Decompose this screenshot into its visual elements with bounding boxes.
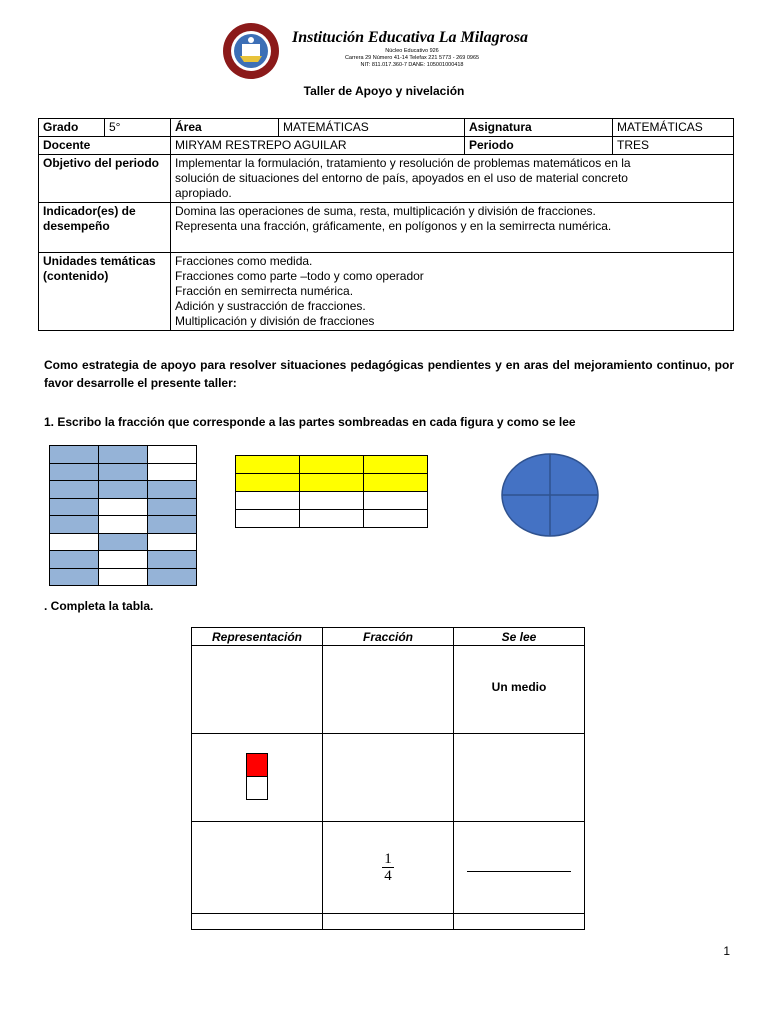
rep-cell[interactable]: [192, 822, 323, 914]
institution-logo: [218, 22, 284, 80]
fraction-cell[interactable]: [323, 734, 454, 822]
grid-cell-shaded: [50, 551, 99, 569]
objetivo-line: solución de situaciones del entorno de país, apoyados en el uso de material concreto: [175, 171, 628, 185]
unidades-line: Fracciones como medida.: [175, 254, 313, 268]
answer-blank-line[interactable]: [467, 871, 571, 872]
objetivo-label: Objetivo del periodo: [39, 155, 171, 203]
course-info-table: [38, 118, 734, 331]
grid-cell-shaded: [300, 456, 364, 474]
grid-cell-shaded: [236, 456, 300, 474]
grid-cell-shaded: [99, 481, 148, 499]
indicador-label: Indicador(es) de desempeño: [39, 203, 171, 253]
objetivo-text: [171, 155, 734, 203]
area-label: Área: [171, 119, 279, 137]
asignatura-value: MATEMÁTICAS: [613, 119, 734, 137]
grid-cell: [364, 510, 428, 528]
fraction-cell[interactable]: [323, 914, 454, 930]
institution-subtitle: Núcleo Educativo 926: [385, 48, 439, 54]
grid-cell-shaded: [148, 481, 197, 499]
reading-cell[interactable]: [454, 822, 585, 914]
intro-paragraph: Como estrategia de apoyo para resolver situaciones pedagógicas pendientes y en aras del mejoramiento continuo, por favor desarrolle el presente taller:: [44, 358, 734, 390]
header-se-lee: Se lee: [454, 628, 585, 646]
grid-cell-shaded: [364, 474, 428, 492]
periodo-label: Periodo: [465, 137, 613, 155]
fraction-table: [191, 627, 585, 930]
reading-cell: Un medio: [454, 646, 585, 734]
grid-cell-shaded: [148, 516, 197, 534]
grid-cell-shaded: [148, 498, 197, 516]
page-number: 1: [723, 944, 730, 958]
grid-cell-shaded: [148, 551, 197, 569]
grid-cell: [236, 492, 300, 510]
grid-cell: [50, 533, 99, 551]
unidades-label: Unidades temáticas (contenido): [39, 253, 171, 331]
unidades-line: Fracción en semirrecta numérica.: [175, 284, 354, 298]
grid-cell: [99, 498, 148, 516]
indicador-line: Domina las operaciones de suma, resta, multiplicación y división de fracciones.: [175, 204, 596, 218]
grid-cell: [148, 533, 197, 551]
grid-cell: [99, 568, 148, 586]
docente-value: MIRYAM RESTREPO AGUILAR: [171, 137, 465, 155]
rep-cell[interactable]: [192, 914, 323, 930]
institution-address: Carrera 29 Número 41-14 Telefax 221 5773 - 269 0965: [344, 55, 480, 61]
grid-cell-shaded: [300, 474, 364, 492]
grid-cell-shaded: [99, 446, 148, 464]
empty-square: [246, 777, 268, 800]
reading-cell[interactable]: [454, 914, 585, 930]
indicador-text: [171, 203, 734, 253]
asignatura-label: Asignatura: [465, 119, 613, 137]
grid-cell-shaded: [50, 568, 99, 586]
numerator: 1: [384, 851, 392, 867]
unidades-line: Multiplicación y división de fracciones: [175, 314, 375, 328]
fraction-one-quarter: [382, 851, 394, 884]
objetivo-line: Implementar la formulación, tratamiento y resolución de problemas matemáticos en la: [175, 156, 631, 170]
reading-cell[interactable]: [454, 734, 585, 822]
grid-cell-shaded: [50, 481, 99, 499]
unidades-line: Adición y sustracción de fracciones.: [175, 299, 366, 313]
header-fraccion: Fracción: [323, 628, 454, 646]
indicador-line: Representa una fracción, gráficamente, en polígonos y en la semirrecta numérica.: [175, 219, 612, 233]
yellow-grid-figure: [235, 455, 428, 528]
grid-cell-shaded: [50, 463, 99, 481]
grid-cell-shaded: [236, 474, 300, 492]
periodo-value: TRES: [613, 137, 734, 155]
unidades-line: Fracciones como parte –todo y como operador: [175, 269, 424, 283]
grid-cell-shaded: [50, 516, 99, 534]
objetivo-line: apropiado.: [175, 186, 232, 200]
institution-name: Institución Educativa La Milagrosa: [292, 29, 529, 46]
document-title: Taller de Apoyo y nivelación: [303, 84, 465, 98]
grid-cell-shaded: [50, 498, 99, 516]
fraction-cell: [323, 822, 454, 914]
fraction-cell[interactable]: [323, 646, 454, 734]
blue-grid-figure: [49, 445, 197, 586]
grid-cell-shaded: [99, 463, 148, 481]
grado-label: Grado: [39, 119, 105, 137]
header-representacion: Representación: [192, 628, 323, 646]
institution-nit: NIT: 811.017.360-7 DANE: 105001000418: [360, 62, 464, 68]
grid-cell: [148, 463, 197, 481]
half-shaded-figure: [246, 753, 268, 800]
rep-cell[interactable]: [192, 646, 323, 734]
grid-cell: [300, 510, 364, 528]
question-2: . Completa la tabla.: [44, 599, 154, 613]
unidades-text: [171, 253, 734, 331]
grid-cell-shaded: [148, 568, 197, 586]
question-1: 1. Escribo la fracción que corresponde a las partes sombreadas en cada figura y como se lee: [44, 415, 576, 429]
grid-cell: [236, 510, 300, 528]
grado-value: 5°: [105, 119, 171, 137]
docente-label: Docente: [39, 137, 171, 155]
grid-cell-shaded: [364, 456, 428, 474]
grid-cell-shaded: [99, 533, 148, 551]
grid-cell: [364, 492, 428, 510]
denominator: 4: [384, 868, 392, 884]
shaded-square: [246, 753, 268, 777]
grid-cell: [148, 446, 197, 464]
grid-cell-shaded: [50, 446, 99, 464]
grid-cell: [300, 492, 364, 510]
area-value: MATEMÁTICAS: [279, 119, 465, 137]
rep-cell: [192, 734, 323, 822]
grid-cell: [99, 551, 148, 569]
grid-cell: [99, 516, 148, 534]
circle-figure: [500, 452, 600, 543]
